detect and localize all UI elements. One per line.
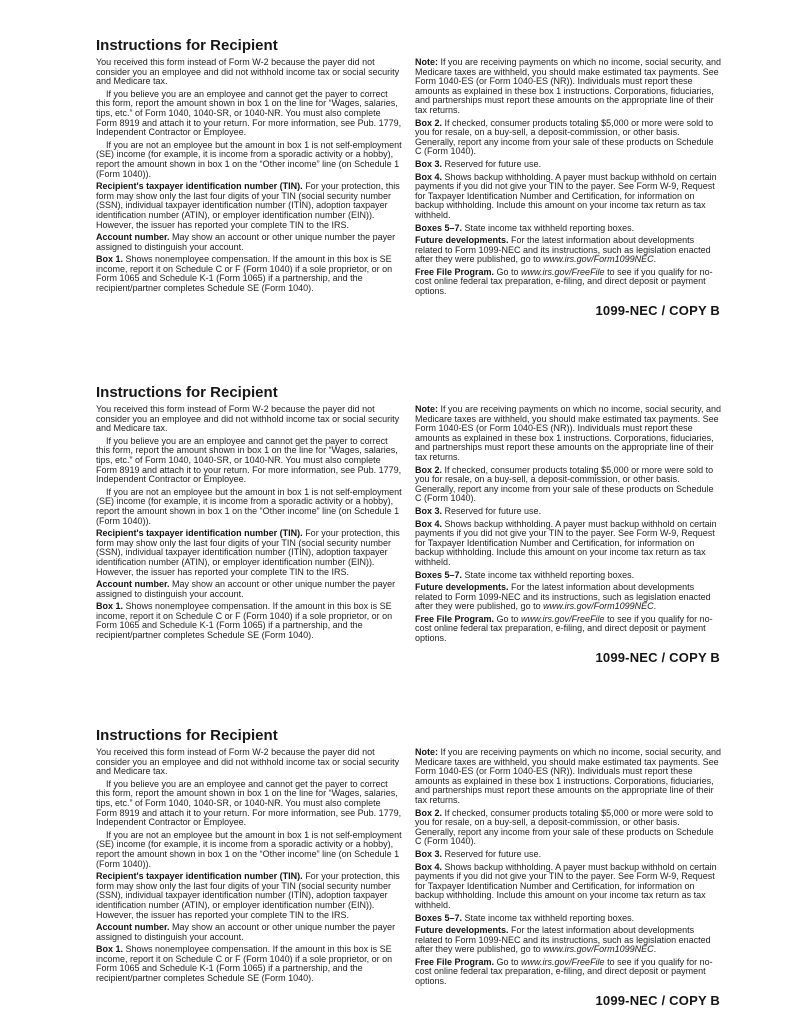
right-paragraph-2: Box 2. If checked, consumer products totaling $5,000 or more were sold to you for resale, on a buy-sell, a deposit-commission, or other basis. Generally, report any income from your sale of these products on Schedule C (Form 1040). — [415, 807, 714, 847]
right-paragraph-1: Note: If you are receiving payments on which no income, social security, and Medicare taxes are withheld, you should make estimated tax payments. See Form 1040-ES (or Form 1040-ES (NR)). Individuals must report these amounts as explained in these box 1 instructions. Corporations, fiduciaries, and partnerships must report these amounts on the appropriate line of their tax returns. — [415, 404, 721, 462]
right-paragraph-7: Free File Program. Go to www.irs.gov/FreeFile to see if you qualify for no-cost online federal tax preparation, e-filing, and direct deposit or payment options. — [415, 266, 713, 297]
left-paragraph-4: Recipient's taxpayer identification number (TIN). For your protection, this form may show only the last four digits of your TIN (social security number (SSN), individual taxpayer identification number (ITIN), adoption taxpayer identification number (ATIN), or employer identification number (EIN)). However, the issuer has reported your complete TIN to the IRS. — [96, 871, 400, 920]
left-column — [96, 748, 403, 987]
left-paragraph-4: Recipient's taxpayer identification number (TIN). For your protection, this form may show only the last four digits of your TIN (social security number (SSN), individual taxpayer identification number (ITIN), adoption taxpayer identification number (ATIN), or employer identification number (EIN)). However, the issuer has reported your complete TIN to the IRS. — [96, 181, 400, 230]
right-paragraph-1: Note: If you are receiving payments on which no income, social security, and Medicare taxes are withheld, you should make estimated tax payments. See Form 1040-ES (or Form 1040-ES (NR)). Individuals must report these amounts as explained in these box 1 instructions. Corporations, fiduciaries, and partnerships must report these amounts on the appropriate line of their tax returns. — [415, 57, 721, 115]
left-paragraph-6: Box 1. Shows nonemployee compensation. If the amount in this box is SE income, report it on Schedule C or F (Form 1040) if a sole proprietor, or on Form 1065 and Schedule K-1 (Form 1065) if a partnership, and the recipient/partner completes Schedule SE (Form 1040). — [96, 601, 393, 641]
left-paragraph-1: You received this form instead of Form W-2 because the payer did not consider you an employee and did not withhold income tax or social security and Medicare tax. — [96, 747, 400, 777]
instructions-section-1 — [96, 38, 722, 328]
left-paragraph-2: If you believe you are an employee and cannot get the payer to correct this form, report the amount shown in box 1 on the line for “Wages, salaries, tips, etc.” of Form 1040, 1040-SR, or 1040-NR. You must also complete Form 8919 and attach it to your return. For more information, see Pub. 1779, Independent Contractor or Employee. — [96, 88, 402, 138]
left-paragraph-6: Box 1. Shows nonemployee compensation. If the amount in this box is SE income, report it on Schedule C or F (Form 1040) if a sole proprietor, or on Form 1065 and Schedule K-1 (Form 1065) if a partnership, and the recipient/partner completes Schedule SE (Form 1040). — [96, 254, 393, 294]
right-paragraph-3: Box 3. Reserved for future use. — [415, 505, 542, 516]
right-paragraph-4: Box 4. Shows backup withholding. A payer must backup withhold on certain payments if you did not give your TIN to the payer. See Form W-9, Request for Taxpayer Identification Number and Certification, for information on backup withholding. Include this amount on your income tax return as tax withheld. — [415, 861, 717, 910]
right-paragraph-3: Box 3. Reserved for future use. — [415, 848, 542, 859]
two-column-text — [96, 405, 722, 644]
right-paragraph-5: Boxes 5–7. State income tax withheld reporting boxes. — [415, 912, 635, 923]
left-paragraph-5: Account number. May show an account or other unique number the payer assigned to distinguish your account. — [96, 579, 396, 599]
right-paragraph-4: Box 4. Shows backup withholding. A payer must backup withhold on certain payments if you did not give your TIN to the payer. See Form W-9, Request for Taxpayer Identification Number and Certification, for information on backup withholding. Include this amount on your income tax return as tax withheld. — [415, 171, 717, 220]
right-paragraph-3: Box 3. Reserved for future use. — [415, 158, 542, 169]
right-paragraph-7: Free File Program. Go to www.irs.gov/FreeFile to see if you qualify for no-cost online federal tax preparation, e-filing, and direct deposit or payment options. — [415, 613, 713, 644]
left-paragraph-5: Account number. May show an account or other unique number the payer assigned to distinguish your account. — [96, 232, 396, 252]
right-column — [415, 58, 722, 297]
two-column-text — [96, 58, 722, 297]
right-paragraph-6: Future developments. For the latest information about developments related to Form 1099-NEC and its instructions, such as legislation enacted after they were published, go to www.irs.gov/Form1099NEC. — [415, 235, 711, 265]
left-column — [96, 58, 403, 297]
section-title: Instructions for Recipient — [96, 37, 278, 54]
right-paragraph-2: Box 2. If checked, consumer products totaling $5,000 or more were sold to you for resale, on a buy-sell, a deposit-commission, or other basis. Generally, report any income from your sale of these products on Schedule C (Form 1040). — [415, 117, 714, 157]
right-paragraph-4: Box 4. Shows backup withholding. A payer must backup withhold on certain payments if you did not give your TIN to the payer. See Form W-9, Request for Taxpayer Identification Number and Certification, for information on backup withholding. Include this amount on your income tax return as tax withheld. — [415, 518, 717, 567]
instructions-section-3 — [96, 728, 722, 1018]
right-paragraph-6: Future developments. For the latest information about developments related to Form 1099-NEC and its instructions, such as legislation enacted after they were published, go to www.irs.gov/Form1099NEC. — [415, 925, 711, 955]
left-paragraph-2: If you believe you are an employee and cannot get the payer to correct this form, report the amount shown in box 1 on the line for “Wages, salaries, tips, etc.” of Form 1040, 1040-SR, or 1040-NR. You must also complete Form 8919 and attach it to your return. For more information, see Pub. 1779, Independent Contractor or Employee. — [96, 435, 402, 485]
right-paragraph-6: Future developments. For the latest information about developments related to Form 1099-NEC and its instructions, such as legislation enacted after they were published, go to www.irs.gov/Form1099NEC. — [415, 582, 711, 612]
left-paragraph-3: If you are not an employee but the amount in box 1 is not self-employment (SE) income (for example, it is income from a sporadic activity or a hobby), report the amount shown in box 1 on the “Other income” line (on Schedule 1 (Form 1040)). — [96, 139, 402, 179]
left-paragraph-4: Recipient's taxpayer identification number (TIN). For your protection, this form may show only the last four digits of your TIN (social security number (SSN), individual taxpayer identification number (ITIN), adoption taxpayer identification number (ATIN), or employer identification number (EIN)). However, the issuer has reported your complete TIN to the IRS. — [96, 528, 400, 577]
left-paragraph-1: You received this form instead of Form W-2 because the payer did not consider you an employee and did not withhold income tax or social security and Medicare tax. — [96, 57, 400, 87]
instructions-section-2 — [96, 385, 722, 675]
right-paragraph-5: Boxes 5–7. State income tax withheld reporting boxes. — [415, 222, 635, 233]
form-copy-label: 1099-NEC / COPY B — [595, 993, 720, 1008]
section-title: Instructions for Recipient — [96, 727, 278, 744]
right-paragraph-7: Free File Program. Go to www.irs.gov/FreeFile to see if you qualify for no-cost online federal tax preparation, e-filing, and direct deposit or payment options. — [415, 956, 713, 987]
form-copy-label: 1099-NEC / COPY B — [595, 650, 720, 665]
right-column — [415, 405, 722, 644]
left-paragraph-5: Account number. May show an account or other unique number the payer assigned to distinguish your account. — [96, 922, 396, 942]
left-paragraph-6: Box 1. Shows nonemployee compensation. If the amount in this box is SE income, report it on Schedule C or F (Form 1040) if a sole proprietor, or on Form 1065 and Schedule K-1 (Form 1065) if a partnership, and the recipient/partner completes Schedule SE (Form 1040). — [96, 944, 393, 984]
left-column — [96, 405, 403, 644]
left-paragraph-3: If you are not an employee but the amount in box 1 is not self-employment (SE) income (for example, it is income from a sporadic activity or a hobby), report the amount shown in box 1 on the “Other income” line (on Schedule 1 (Form 1040)). — [96, 829, 402, 869]
right-column — [415, 748, 722, 987]
two-column-text — [96, 748, 722, 987]
left-paragraph-3: If you are not an employee but the amount in box 1 is not self-employment (SE) income (for example, it is income from a sporadic activity or a hobby), report the amount shown in box 1 on the “Other income” line (on Schedule 1 (Form 1040)). — [96, 486, 402, 526]
right-paragraph-2: Box 2. If checked, consumer products totaling $5,000 or more were sold to you for resale, on a buy-sell, a deposit-commission, or other basis. Generally, report any income from your sale of these products on Schedule C (Form 1040). — [415, 464, 714, 504]
left-paragraph-2: If you believe you are an employee and cannot get the payer to correct this form, report the amount shown in box 1 on the line for “Wages, salaries, tips, etc.” of Form 1040, 1040-SR, or 1040-NR. You must also complete Form 8919 and attach it to your return. For more information, see Pub. 1779, Independent Contractor or Employee. — [96, 778, 402, 828]
left-paragraph-1: You received this form instead of Form W-2 because the payer did not consider you an employee and did not withhold income tax or social security and Medicare tax. — [96, 404, 400, 434]
form-copy-label: 1099-NEC / COPY B — [595, 303, 720, 318]
right-paragraph-5: Boxes 5–7. State income tax withheld reporting boxes. — [415, 569, 635, 580]
right-paragraph-1: Note: If you are receiving payments on which no income, social security, and Medicare taxes are withheld, you should make estimated tax payments. See Form 1040-ES (or Form 1040-ES (NR)). Individuals must report these amounts as explained in these box 1 instructions. Corporations, fiduciaries, and partnerships must report these amounts on the appropriate line of their tax returns. — [415, 747, 721, 805]
section-title: Instructions for Recipient — [96, 384, 278, 401]
